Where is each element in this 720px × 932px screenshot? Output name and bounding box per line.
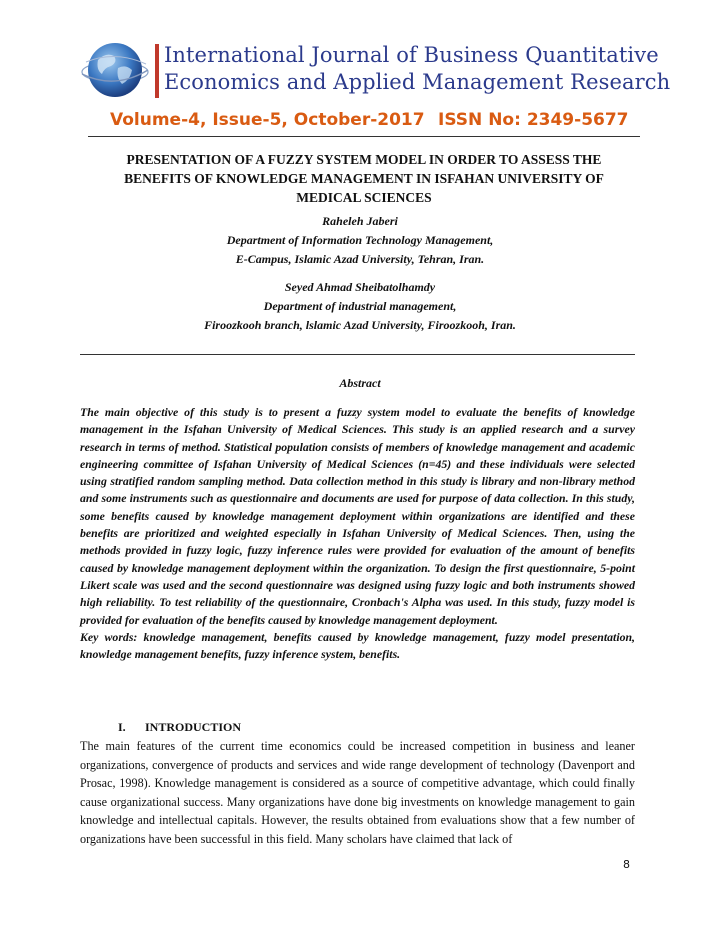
journal-masthead [80, 38, 671, 102]
paper-title: PRESENTATION OF A FUZZY SYSTEM MODEL IN ORDER TO ASSESS THE BENEFITS OF KNOWLEDGE MANAGEMENT IN ISFAHAN UNIVERSITY OF MEDICAL SCIENCES [124, 152, 604, 205]
author-department: Department of Information Technology Management, [226, 233, 494, 247]
section-title: INTRODUCTION [145, 720, 242, 734]
section-rule [80, 354, 635, 355]
issue-line [88, 110, 640, 134]
author-name: Raheleh Jaberi [322, 214, 398, 228]
globe-logo-icon [80, 38, 150, 102]
issn-number: ISSN No: 2349-5677 [438, 110, 629, 130]
section-number: I. [118, 720, 126, 734]
keywords: Key words: knowledge management, benefits caused by knowledge management, fuzzy model presentation, knowledge management benefits, fuzzy inference system, benefits. [80, 629, 635, 662]
masthead-divider [155, 44, 159, 98]
introduction-text: The main features of the current time economics could be increased competition in business and leaner organizations, convergence of products and services and wide range development of technology (Davenport and Prosac, 1998). Knowledge management is considered as a source of competitive advantage, which could finally cause organizational success. Many organizations have done big investments on knowledge management to gain knowledge and intellectual capitals. However, the results obtained from evaluations show that a few number of organizations have been successful in this field. Many scholars have claimed that lack of [80, 739, 635, 846]
abstract [80, 404, 635, 663]
journal-name [164, 42, 671, 96]
author-name: Seyed Ahmad Sheibatolhamdy [284, 280, 436, 294]
volume-issue: Volume-4, Issue-5, October-2017 [110, 110, 425, 130]
author-institution: E-Campus, Islamic Azad University, Tehran, Iran. [235, 252, 485, 266]
author-block-2 [80, 278, 640, 335]
page-number: 8 [623, 858, 630, 871]
section-heading-introduction [118, 720, 241, 735]
journal-name-line-2: Economics and Applied Management Research [164, 70, 671, 94]
author-institution: Firoozkooh branch, lslamic Azad University, Firoozkooh, Iran. [204, 318, 516, 332]
abstract-text: The main objective of this study is to present a fuzzy system model to evaluate the benefits of knowledge management in the Isfahan University of Medical Sciences. This study is an applied research and a survey research in terms of method. Statistical population consists of members of knowledge management and academic engineering committee of Isfahan University of Medical Sciences (n=45) and these individuals were selected using stratified random sampling method. Data collection method in this study is library and non-library method and some instruments such as questionnaire and documents are used for purpose of data collection. In this study, some benefits caused by knowledge management deployment within organizations are identified and these benefits are prioritized and weighted especially in Isfahan University of Medical Sciences. Then, using the methods provided in fuzzy logic, fuzzy inference rules were provided for evaluation of the amount of benefits caused by knowledge management deployment within the organization. To design the first questionnaire, 5-point Likert scale was used and the second questionnaire was designed using fuzzy logic and both instruments showed high reliability. To test reliability of the questionnaire, Cronbach's Alpha was used. In this study, fuzzy model is provided for evaluation of the benefits caused by knowledge management deployment. [80, 405, 635, 627]
abstract-heading: Abstract [339, 376, 381, 390]
author-department: Department of industrial management, [263, 299, 457, 313]
header-rule [88, 136, 640, 137]
journal-name-line-1: International Journal of Business Quantitative [164, 43, 659, 67]
author-block-1 [80, 212, 640, 269]
